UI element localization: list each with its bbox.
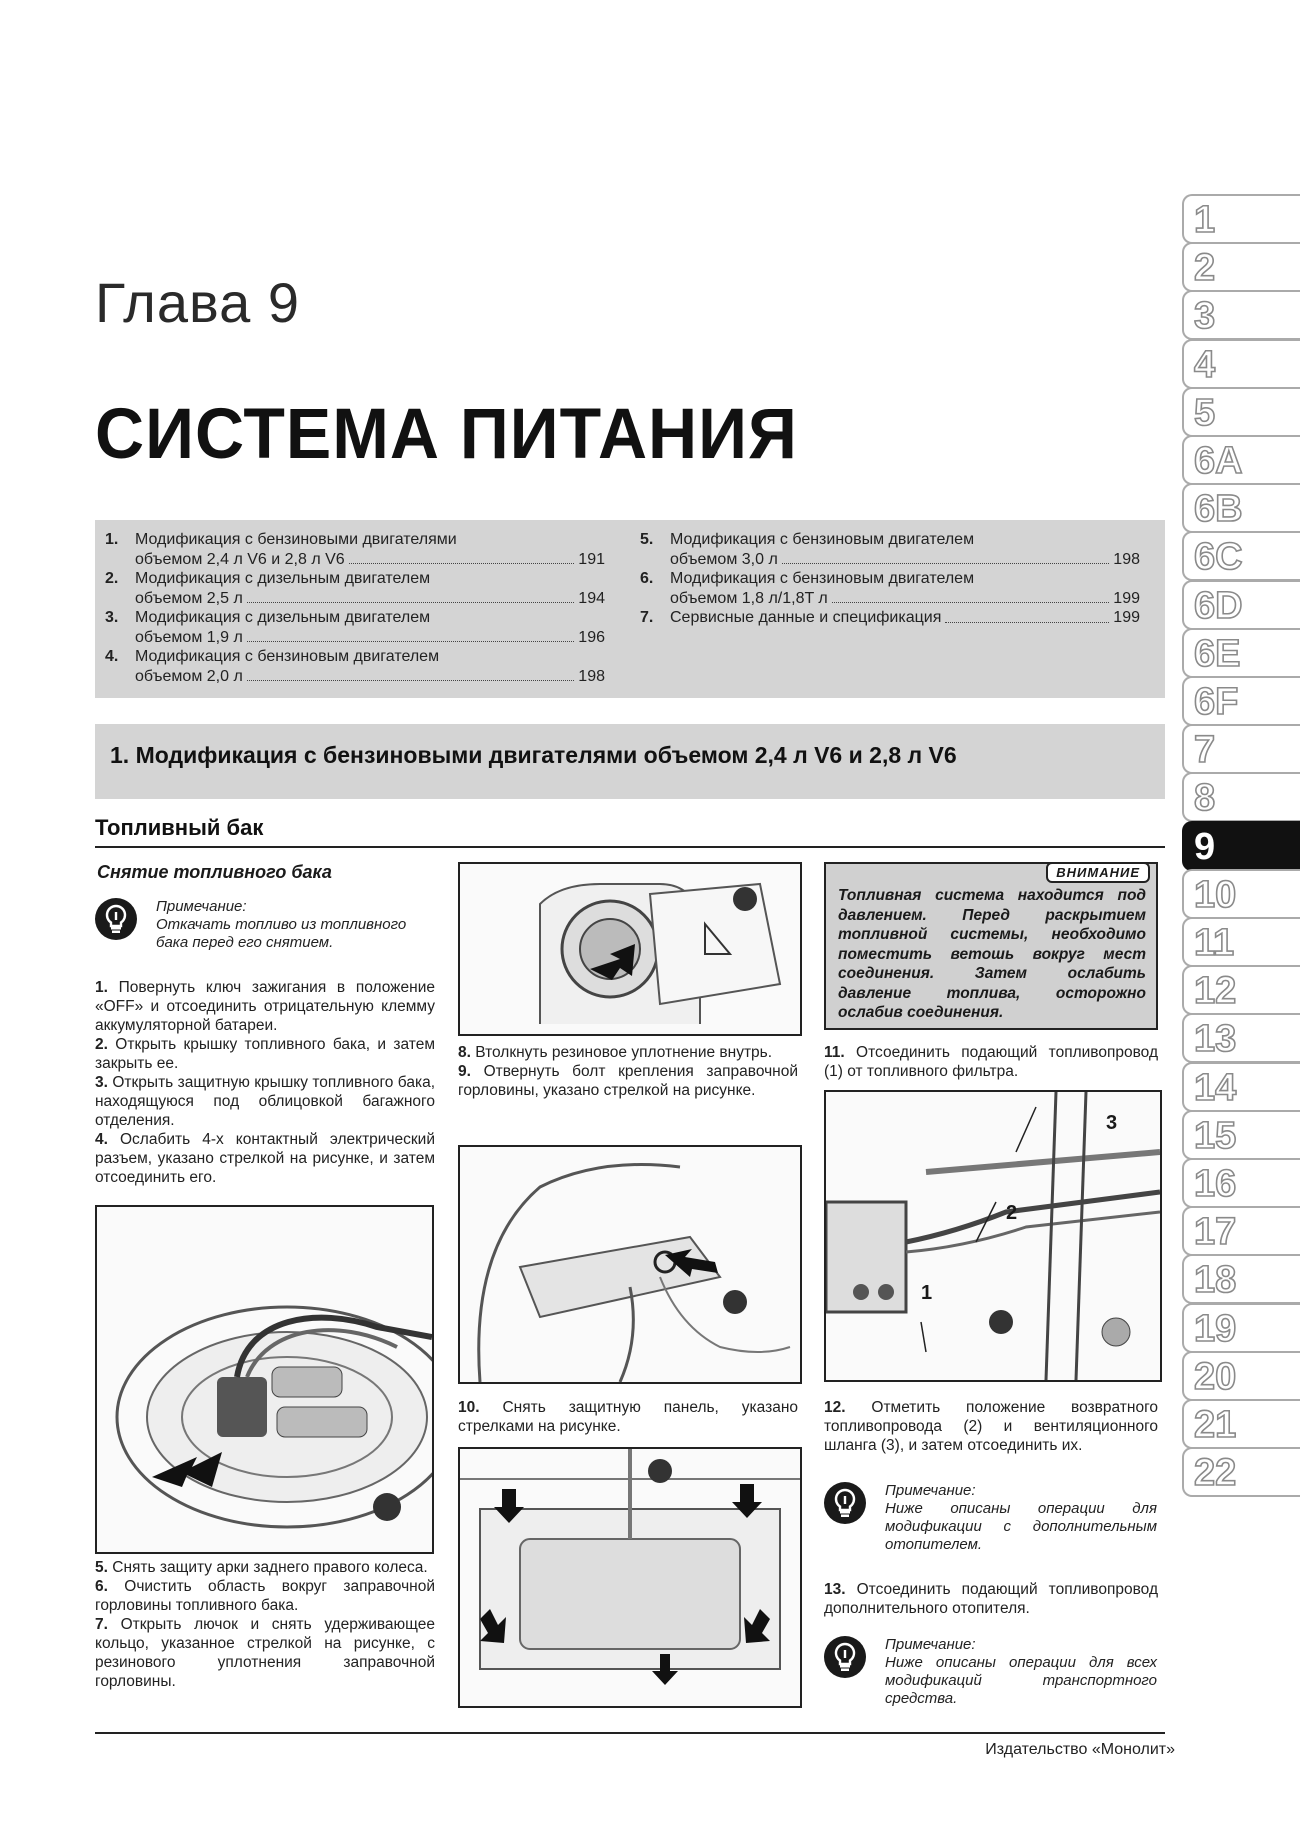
warning-box [824, 862, 1158, 1030]
chapter-tab-1[interactable] [1182, 194, 1300, 244]
chapter-tab-label: 6C [1194, 536, 1243, 579]
lightbulb-icon [824, 1636, 866, 1678]
subsection-title: Топливный бак [95, 815, 264, 840]
chapter-tab-label: 2 [1194, 247, 1216, 290]
toc-line [135, 667, 605, 687]
chapter-title: СИСТЕМА ПИТАНИЯ [95, 394, 798, 474]
step-number: 3. [95, 1074, 108, 1091]
chapter-tab-22[interactable] [1182, 1447, 1300, 1497]
chapter-tab-12[interactable] [1182, 965, 1300, 1015]
figure-connector [95, 1205, 434, 1554]
step-text [824, 1580, 1158, 1618]
toc-page: 198 [1113, 550, 1140, 568]
step-number: 1. [95, 979, 108, 996]
step-10 [458, 1398, 798, 1436]
step-body: Отсоединить подающий топливопровод (1) от топливного фильтра. [824, 1044, 1158, 1080]
toc-text [670, 569, 1140, 608]
chapter-tab-6c[interactable] [1182, 531, 1300, 581]
chapter-tab-label: 15 [1194, 1114, 1237, 1157]
chapter-tab-3[interactable] [1182, 290, 1300, 340]
toc-line [135, 589, 605, 609]
toc-line-text: объемом 1,8 л/1,8T л [670, 589, 828, 607]
warning-text: Топливная система находится под давлением. Перед раскрытием топливной системы, необходимо поместить ветошь вокруг мест соединения. Затем ослабить давление топлива, осторожно ослабив соединения. [838, 887, 1146, 1021]
toc-line: Модификация с бензиновыми двигателями [135, 531, 457, 548]
step-number: 13. [824, 1581, 846, 1598]
chapter-tab-label: 19 [1194, 1307, 1237, 1350]
toc-number: 1. [105, 531, 119, 548]
figure-fuel-filter [824, 1090, 1162, 1382]
toc-text [135, 569, 605, 608]
step-text [458, 1043, 798, 1062]
step-number: 5. [95, 1559, 108, 1576]
toc-number: 6. [640, 570, 654, 587]
toc-leader [945, 608, 1109, 623]
chapter-tab-label: 6E [1194, 632, 1241, 675]
chapter-tab-14[interactable] [1182, 1062, 1300, 1112]
step-text [95, 1035, 435, 1073]
note-label: Примечание: [885, 1636, 976, 1653]
lightbulb-icon [95, 898, 137, 940]
chapter-tab-6f[interactable] [1182, 676, 1300, 726]
toc-leader [832, 589, 1110, 604]
toc-page: 196 [578, 628, 605, 646]
chapter-tab-19[interactable] [1182, 1303, 1300, 1353]
chapter-tab-6e[interactable] [1182, 628, 1300, 678]
chapter-tab-6b[interactable] [1182, 483, 1300, 533]
chapter-tab-label: 6D [1194, 584, 1243, 627]
toc-line [670, 550, 1140, 570]
chapter-tab-label: 6B [1194, 488, 1243, 531]
chapter-tab-label: 1 [1194, 199, 1216, 241]
chapter-tab-9[interactable] [1182, 821, 1300, 871]
toc-line [670, 608, 1140, 628]
step-body: Снять защитную панель, указано стрелками на рисунке. [458, 1399, 798, 1435]
step-number: 9. [458, 1063, 471, 1080]
step-text [95, 1577, 435, 1615]
lightbulb-icon [824, 1482, 866, 1524]
step-body: Повернуть ключ зажигания в положение «OFF» и отсоединить отрицательную клемму аккумуляторной батареи. [95, 979, 435, 1034]
toc-line: Модификация с дизельным двигателем [135, 609, 431, 626]
toc-line: Модификация с бензиновым двигателем [670, 531, 975, 548]
figure-filler-neck [458, 1145, 802, 1384]
chapter-tab-4[interactable] [1182, 339, 1300, 389]
step-text [95, 1130, 435, 1187]
figure-filler-cap [458, 862, 802, 1036]
note-label: Примечание: [885, 1482, 976, 1499]
chapter-tab-18[interactable] [1182, 1254, 1300, 1304]
toc-page: 194 [578, 589, 605, 607]
chapter-tab-label: 18 [1194, 1259, 1237, 1302]
procedure-title: Снятие топливного бака [97, 862, 332, 882]
steps-1-4 [95, 978, 435, 1187]
step-text [824, 1043, 1158, 1081]
chapter-tab-label: 11 [1194, 922, 1235, 964]
note-block-1 [95, 898, 137, 940]
toc-page: 199 [1113, 609, 1140, 626]
chapter-tab-6a[interactable] [1182, 435, 1300, 485]
toc-line [670, 589, 1140, 609]
step-number: 8. [458, 1044, 471, 1061]
toc-left-column [105, 530, 605, 686]
toc-line-text: объемом 2,4 л V6 и 2,8 л V6 [135, 550, 345, 568]
note-text: Ниже описаны операции для всех модификаций транспортного средства. [885, 1654, 1157, 1707]
toc-page: 191 [578, 550, 605, 568]
step-number: 11. [824, 1044, 845, 1061]
callout-1: 1 [921, 1282, 933, 1304]
step-text [95, 1073, 435, 1130]
toc-line-text: объемом 3,0 л [670, 550, 778, 568]
chapter-tab-15[interactable] [1182, 1110, 1300, 1160]
note-text: Откачать топливо из топливного бака перед его снятием. [156, 916, 407, 951]
chapter-tab-label: 3 [1194, 295, 1216, 338]
step-text [95, 1615, 435, 1691]
step-body: Снять защиту арки заднего правого колеса. [112, 1559, 428, 1576]
toc-number: 3. [105, 609, 119, 626]
note-1 [156, 898, 436, 952]
chapter-tab-label: 21 [1194, 1404, 1237, 1446]
toc-line-text: объемом 2,5 л [135, 589, 243, 607]
chapter-tab-label: 4 [1194, 343, 1216, 386]
toc-leader [247, 667, 575, 682]
toc-line-text: Сервисные данные и спецификация [670, 609, 942, 626]
chapter-tab-11[interactable] [1182, 917, 1300, 967]
chapter-tab-label: 22 [1194, 1452, 1237, 1495]
step-text [95, 978, 435, 1035]
toc-text [670, 608, 1140, 628]
toc-leader [247, 628, 575, 643]
step-body: Очистить область вокруг заправочной горловины топливного бака. [95, 1578, 435, 1614]
step-text [458, 1398, 798, 1436]
chapter-tab-label: 14 [1194, 1066, 1237, 1109]
chapter-tab-21[interactable] [1182, 1399, 1300, 1449]
step-13 [824, 1580, 1158, 1618]
toc-entry[interactable] [640, 569, 1140, 608]
chapter-tab-16[interactable] [1182, 1158, 1300, 1208]
step-11 [824, 1043, 1158, 1081]
step-body: Отсоединить подающий топливопровод дополнительного отопителя. [824, 1581, 1158, 1617]
toc-line [135, 550, 605, 570]
toc-line-text: объемом 2,0 л [135, 667, 243, 685]
toc-page: 198 [578, 667, 605, 685]
step-body: Ослабить 4-х контактный электрический разъем, указано стрелкой на рисунке, и затем отсоединить его. [95, 1131, 435, 1186]
chapter-tab-label: 9 [1194, 825, 1216, 868]
table-of-contents [95, 520, 1165, 698]
toc-entry[interactable] [640, 530, 1140, 569]
chapter-tab-label: 17 [1194, 1211, 1237, 1254]
chapter-tab-label: 6A [1194, 440, 1243, 482]
chapter-tab-10[interactable] [1182, 869, 1300, 919]
toc-line: Модификация с дизельным двигателем [135, 570, 431, 587]
toc-number: 7. [640, 609, 654, 626]
toc-number: 5. [640, 531, 654, 548]
toc-entry[interactable] [105, 530, 605, 569]
divider [95, 846, 1165, 848]
footer-divider [95, 1732, 1165, 1734]
step-body: Открыть лючок и снять удерживающее кольцо, указанное стрелкой на рисунке, с резинового уплотнения заправочной горловины. [95, 1616, 435, 1690]
note-3 [885, 1636, 1157, 1708]
section-header [95, 724, 1165, 799]
step-number: 7. [95, 1616, 108, 1633]
step-text [95, 1558, 435, 1577]
section-title: 1. Модификация с бензиновыми двигателями объемом 2,4 л V6 и 2,8 л V6 [110, 742, 957, 768]
chapter-tab-label: 10 [1194, 873, 1237, 916]
toc-entry[interactable] [640, 608, 1140, 628]
warning-badge: ВНИМАНИЕ [1046, 862, 1150, 883]
step-body: Отметить положение возвратного топливопровода (2) и вентиляционного шланга (3), и затем отсоединить их. [824, 1399, 1158, 1454]
step-number: 2. [95, 1036, 108, 1053]
toc-line-text: объемом 1,9 л [135, 628, 243, 646]
toc-number: 4. [105, 648, 119, 665]
chapter-tab-6d[interactable] [1182, 580, 1300, 630]
chapter-tab-label: 20 [1194, 1355, 1237, 1398]
steps-8-9 [458, 1043, 798, 1100]
toc-number: 2. [105, 570, 119, 587]
toc-line: Модификация с бензиновым двигателем [135, 648, 440, 665]
chapter-tab-20[interactable] [1182, 1351, 1300, 1401]
steps-5-7 [95, 1558, 435, 1691]
toc-page: 199 [1113, 589, 1140, 607]
step-12 [824, 1398, 1158, 1455]
chapter-tab-7[interactable] [1182, 724, 1300, 774]
toc-text [670, 530, 1140, 569]
callout-3: 3 [1106, 1112, 1118, 1134]
callout-2: 2 [1006, 1202, 1018, 1224]
step-text [458, 1062, 798, 1100]
chapter-tab-label: 8 [1194, 777, 1216, 820]
note-block-3 [824, 1636, 866, 1678]
step-number: 12. [824, 1399, 846, 1416]
note-label: Примечание: [156, 898, 247, 915]
step-text [824, 1398, 1158, 1455]
chapter-tab-17[interactable] [1182, 1206, 1300, 1256]
step-body: Открыть защитную крышку топливного бака, находящуюся под облицовкой багажного отделения. [95, 1074, 435, 1129]
toc-leader [349, 550, 575, 565]
chapter-tab-label: 7 [1194, 729, 1216, 772]
note-text: Ниже описаны операции для модификации с дополнительным отопителем. [885, 1500, 1157, 1553]
toc-text [135, 530, 605, 569]
chapter-tab-label: 13 [1194, 1018, 1237, 1061]
toc-entry[interactable] [105, 608, 605, 647]
toc-text [135, 608, 605, 647]
step-number: 6. [95, 1578, 108, 1595]
step-body: Отвернуть болт крепления заправочной горловины, указано стрелкой на рисунке. [458, 1063, 799, 1099]
chapter-tab-label: 12 [1194, 970, 1237, 1013]
chapter-tab-8[interactable] [1182, 772, 1300, 822]
toc-entry[interactable] [105, 647, 605, 686]
chapter-tab-13[interactable] [1182, 1013, 1300, 1063]
chapter-tab-2[interactable] [1182, 242, 1300, 292]
note-block-2 [824, 1482, 866, 1524]
step-body: Открыть крышку топливного бака, и затем закрыть ее. [95, 1036, 436, 1072]
chapter-tab-5[interactable] [1182, 387, 1300, 437]
step-number: 10. [458, 1399, 480, 1416]
step-number: 4. [95, 1131, 108, 1148]
chapter-label: Глава 9 [95, 271, 300, 334]
toc-leader [247, 589, 575, 604]
toc-right-column [640, 530, 1140, 628]
chapter-tab-label: 6F [1194, 681, 1239, 723]
toc-text [135, 647, 605, 686]
publisher: Издательство «Монолит» [985, 1741, 1175, 1758]
note-2 [885, 1482, 1157, 1554]
toc-line [135, 628, 605, 648]
toc-entry[interactable] [105, 569, 605, 608]
toc-leader [782, 550, 1110, 565]
step-body: Втолкнуть резиновое уплотнение внутрь. [475, 1044, 773, 1061]
chapter-tab-label: 16 [1194, 1163, 1237, 1205]
figure-protective-panel [458, 1447, 802, 1708]
chapter-tab-label: 5 [1194, 391, 1216, 434]
toc-line: Модификация с бензиновым двигателем [670, 570, 975, 587]
